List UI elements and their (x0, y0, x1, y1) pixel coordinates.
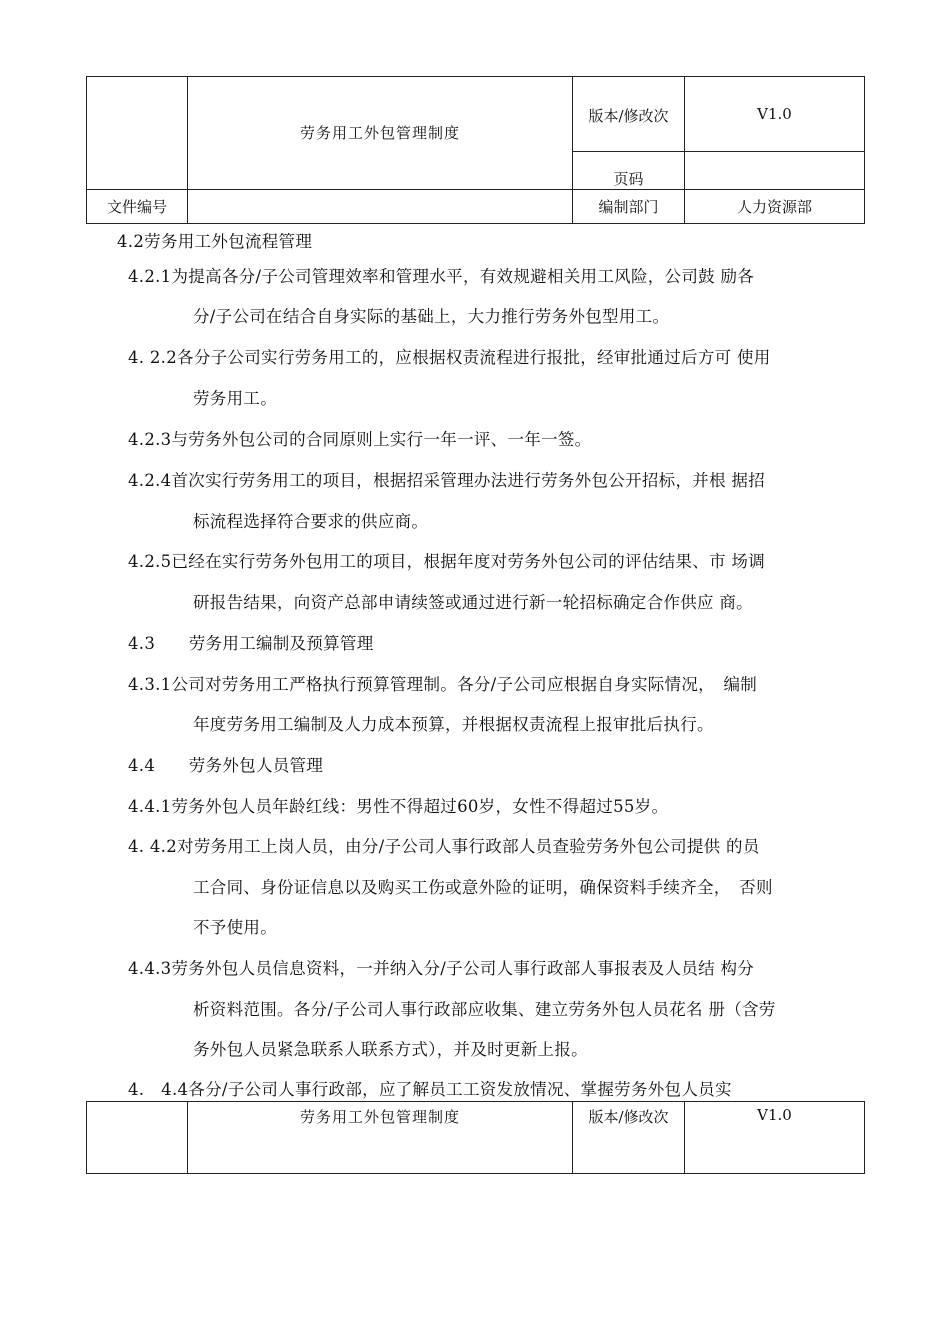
paragraph-line: 4. 2.2各分子公司实行劳务用工的，应根据权责流程进行报批，经审批通过后方可 使用 (128, 348, 771, 367)
paragraph-line: 4.2.4首次实行劳务用工的项目，根据招采管理办法进行劳务外包公开招标，并根 据招 (128, 471, 766, 490)
paragraph-line: 4.2.3与劳务外包公司的合同原则上实行一年一评、一年一签。 (128, 430, 592, 449)
paragraph-line: 4.4.3劳务外包人员信息资料，一并纳入分/子公司人事行政部人事报表及人员结 构分 (128, 959, 755, 978)
paragraph-line: 标流程选择符合要求的供应商。 (193, 512, 429, 531)
version-value: V1.0 (685, 1102, 865, 1174)
paragraph-line: 务外包人员紧急联系人联系方式），并及时更新上报。 (193, 1040, 588, 1059)
dept-value: 人力资源部 (685, 189, 865, 223)
page-value (685, 151, 865, 189)
paragraph-line: 4.2.1为提高各分/子公司管理效率和管理水平，有效规避相关用工风险，公司鼓 励各 (128, 267, 755, 286)
doc-no-label: 文件编号 (87, 189, 188, 223)
paragraph-line: 4. 4.4各分/子公司人事行政部，应了解员工工资发放情况、掌握劳务外包人员实 (128, 1080, 732, 1099)
section-heading: 4.4 劳务外包人员管理 (128, 756, 324, 775)
version-label: 版本/修改次 (573, 77, 685, 152)
document-title: 劳务用工外包管理制度 (188, 77, 573, 190)
paragraph-line: 不予使用。 (193, 918, 277, 937)
paragraph-line: 4.2.5已经在实行劳务外包用工的项目，根据年度对劳务外包公司的评估结果、市 场调 (128, 552, 766, 571)
paragraph-line: 劳务用工。 (193, 389, 277, 408)
paragraph-line: 4.3.1公司对劳务用工严格执行预算管理制。各分/子公司应根据自身实际情况， 编制 (128, 675, 758, 694)
version-value: V1.0 (685, 77, 865, 152)
paragraph-line: 研报告结果，向资产总部申请续签或通过进行新一轮招标确定合作供应 商。 (193, 593, 753, 612)
logo-cell (87, 1102, 188, 1174)
paragraph-line: 4. 4.2对劳务用工上岗人员，由分/子公司人事行政部人员查验劳务外包公司提供 的员 (128, 837, 760, 856)
doc-no-value (188, 189, 573, 223)
paragraph-line: 分/子公司在结合自身实际的基础上，大力推行劳务外包型用工。 (193, 307, 670, 326)
document-title: 劳务用工外包管理制度 (188, 1102, 573, 1174)
section-heading: 4.2劳务用工外包流程管理 (117, 232, 313, 251)
paragraph-line: 4.4.1劳务外包人员年龄红线：男性不得超过60岁，女性不得超过55岁。 (128, 797, 669, 816)
next-page-header-table (86, 1101, 865, 1174)
paragraph-line: 析资料范围。各分/子公司人事行政部应收集、建立劳务外包人员花名 册（含劳 (193, 1000, 776, 1019)
paragraph-line: 工合同、身份证信息以及购买工伤或意外险的证明，确保资料手续齐全， 否则 (193, 878, 773, 897)
version-label: 版本/修改次 (573, 1102, 685, 1174)
page-label: 页码 (573, 151, 685, 189)
paragraph-line: 年度劳务用工编制及人力成本预算，并根据权责流程上报审批后执行。 (193, 715, 714, 734)
document-header-table (86, 76, 865, 224)
dept-label: 编制部门 (573, 189, 685, 223)
logo-cell (87, 77, 188, 190)
section-heading: 4.3 劳务用工编制及预算管理 (128, 634, 374, 653)
